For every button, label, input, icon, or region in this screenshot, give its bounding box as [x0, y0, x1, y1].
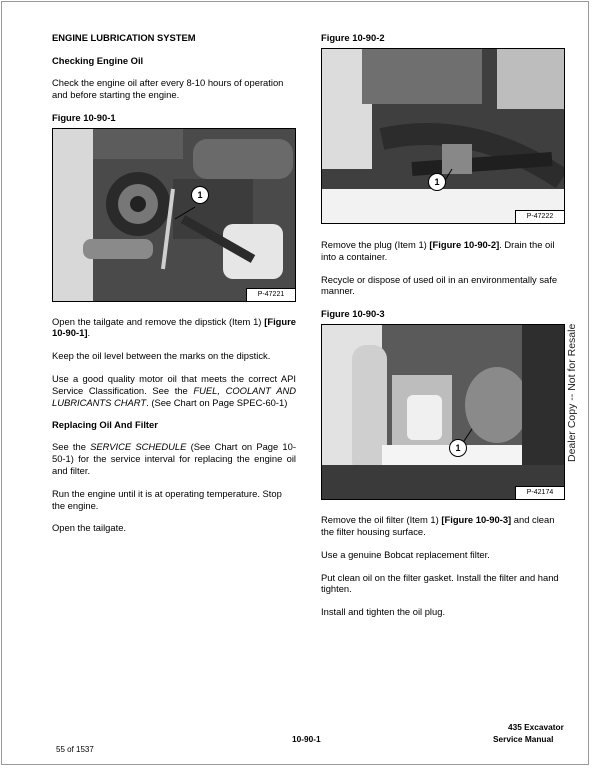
section-title: ENGINE LUBRICATION SYSTEM [52, 32, 196, 43]
figure-3-label: Figure 10-90-3 [321, 308, 385, 320]
figure-2-callout: 1 [428, 173, 446, 191]
genuine-filter-paragraph: Use a genuine Bobcat replacement filter. [321, 548, 490, 560]
footer-model: 435 Excavator [508, 722, 564, 732]
run-engine-paragraph: Run the engine until it is at operating temperature. Stop the engine. [52, 487, 282, 511]
left-column [52, 32, 296, 545]
figure-2-label: Figure 10-90-2 [321, 32, 385, 43]
right-column [321, 32, 566, 629]
figure-1-label: Figure 10-90-1 [52, 111, 116, 123]
checking-oil-heading: Checking Engine Oil [52, 55, 144, 66]
figure-3-tag: P-42174 [515, 486, 564, 499]
recycle-oil-paragraph: Recycle or dispose of used oil in an environmentally safe manner. [321, 273, 558, 297]
drain-plug-illustration [322, 49, 564, 223]
keep-oil-level-paragraph: Keep the oil level between the marks on the dipstick. [52, 350, 271, 362]
oil-filter-illustration [322, 325, 564, 499]
remove-plug-paragraph: Remove the plug (Item 1) [Figure 10-90-2]. Drain the oil into a container. [321, 239, 555, 262]
figure-3-photo [321, 324, 565, 500]
dealer-copy-watermark: Dealer Copy -- Not for Resale [566, 323, 578, 462]
figure-1-photo [52, 128, 296, 302]
use-good-oil-paragraph: Use a good quality motor oil that meets the correct API Service Classification. See the FUEL, COOLANT AND LUBRICANTS CHART. (See Chart on Page SPEC-60-1) [52, 372, 296, 408]
replacing-oil-heading: Replacing Oil And Filter [52, 419, 158, 431]
open-tailgate-again-paragraph: Open the tailgate. [52, 522, 127, 534]
footer-page-number: 10-90-1 [292, 734, 321, 744]
service-schedule-paragraph: See the SERVICE SCHEDULE (See Chart on Page 10-50-1) for the service interval for replacing the engine oil and filter. [52, 441, 296, 476]
install-filter-paragraph: Put clean oil on the filter gasket. Install the filter and hand tighten. [321, 571, 559, 595]
checking-oil-paragraph: Check the engine oil after every 8-10 hours of operation and before starting the engine. [52, 77, 284, 100]
install-plug-paragraph: Install and tighten the oil plug. [321, 606, 446, 618]
figure-1-callout: 1 [191, 186, 209, 204]
open-tailgate-paragraph: Open the tailgate and remove the dipstick (Item 1) [Figure 10-90-1]. [52, 315, 296, 339]
figure-1-tag: P-47221 [246, 288, 295, 301]
figure-2-tag: P-47222 [515, 210, 564, 223]
engine-dipstick-illustration [53, 129, 295, 301]
figure-2-photo [321, 48, 565, 224]
footer-page-count: 55 of 1537 [56, 745, 94, 754]
remove-filter-paragraph: Remove the oil filter (Item 1) [Figure 10-90-3] and clean the filter housing surface. [321, 514, 555, 537]
figure-3-callout: 1 [449, 439, 467, 457]
footer-manual: Service Manual [493, 734, 554, 744]
